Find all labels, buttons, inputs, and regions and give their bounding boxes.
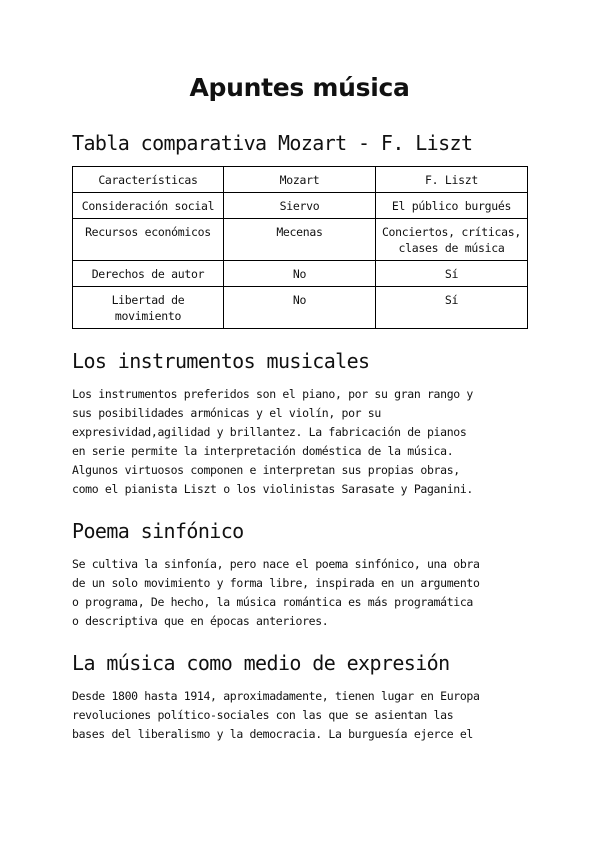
table-cell: Derechos de autor: [73, 261, 224, 287]
instruments-paragraph: [72, 385, 527, 499]
paragraph-line: Los instrumentos preferidos son el piano, por su gran rango y: [72, 387, 473, 401]
table-cell: El público burgués: [376, 193, 528, 219]
table-header-cell: Mozart: [224, 167, 376, 193]
paragraph-line: o programa, De hecho, la música romántica es más programática: [72, 595, 473, 609]
table-section-heading: Tabla comparativa Mozart - F. Liszt: [72, 131, 473, 155]
paragraph-line: de un solo movimiento y forma libre, inspirada en un argumento: [72, 576, 480, 590]
expression-heading: La música como medio de expresión: [72, 651, 450, 675]
paragraph-line: expresividad,agilidad y brillantez. La fabricación de pianos: [72, 425, 467, 439]
table-cell: Sí: [376, 287, 528, 329]
table-cell: Siervo: [224, 193, 376, 219]
table-cell: Mecenas: [224, 219, 376, 261]
table-cell: Libertad de movimiento: [73, 287, 224, 329]
paragraph-line: Algunos virtuosos componen e interpretan sus propias obras,: [72, 463, 460, 477]
paragraph-line: bases del liberalismo y la democracia. La burguesía ejerce el: [72, 727, 473, 741]
table-header-cell: Características: [73, 167, 224, 193]
table-header-cell: F. Liszt: [376, 167, 528, 193]
table-cell: Conciertos, críticas, clases de música: [376, 219, 528, 261]
table-row: [73, 219, 528, 261]
instruments-heading: Los instrumentos musicales: [72, 349, 370, 373]
paragraph-line: Desde 1800 hasta 1914, aproximadamente, tienen lugar en Europa: [72, 689, 480, 703]
document-title: Apuntes música: [189, 73, 410, 102]
table-header-row: [73, 167, 528, 193]
paragraph-line: Se cultiva la sinfonía, pero nace el poema sinfónico, una obra: [72, 557, 480, 571]
symphonic-poem-heading: Poema sinfónico: [72, 519, 244, 543]
paragraph-line: como el pianista Liszt o los violinistas Sarasate y Paganini.: [72, 482, 473, 496]
document-page: [72, 72, 527, 744]
table-cell: Sí: [376, 261, 528, 287]
table-cell: No: [224, 287, 376, 329]
paragraph-line: en serie permite la interpretación doméstica de la música.: [72, 444, 454, 458]
table-row: [73, 193, 528, 219]
expression-paragraph: [72, 687, 527, 744]
comparison-table: [72, 166, 528, 329]
table-row: [73, 261, 528, 287]
table-row: [73, 287, 528, 329]
table-cell: Recursos económicos: [73, 219, 224, 261]
paragraph-line: sus posibilidades armónicas y el violín, por su: [72, 406, 381, 420]
symphonic-poem-paragraph: [72, 555, 527, 631]
table-cell: Consideración social: [73, 193, 224, 219]
table-cell: No: [224, 261, 376, 287]
paragraph-line: revoluciones político-sociales con las que se asientan las: [72, 708, 454, 722]
paragraph-line: o descriptiva que en épocas anteriores.: [72, 614, 329, 628]
